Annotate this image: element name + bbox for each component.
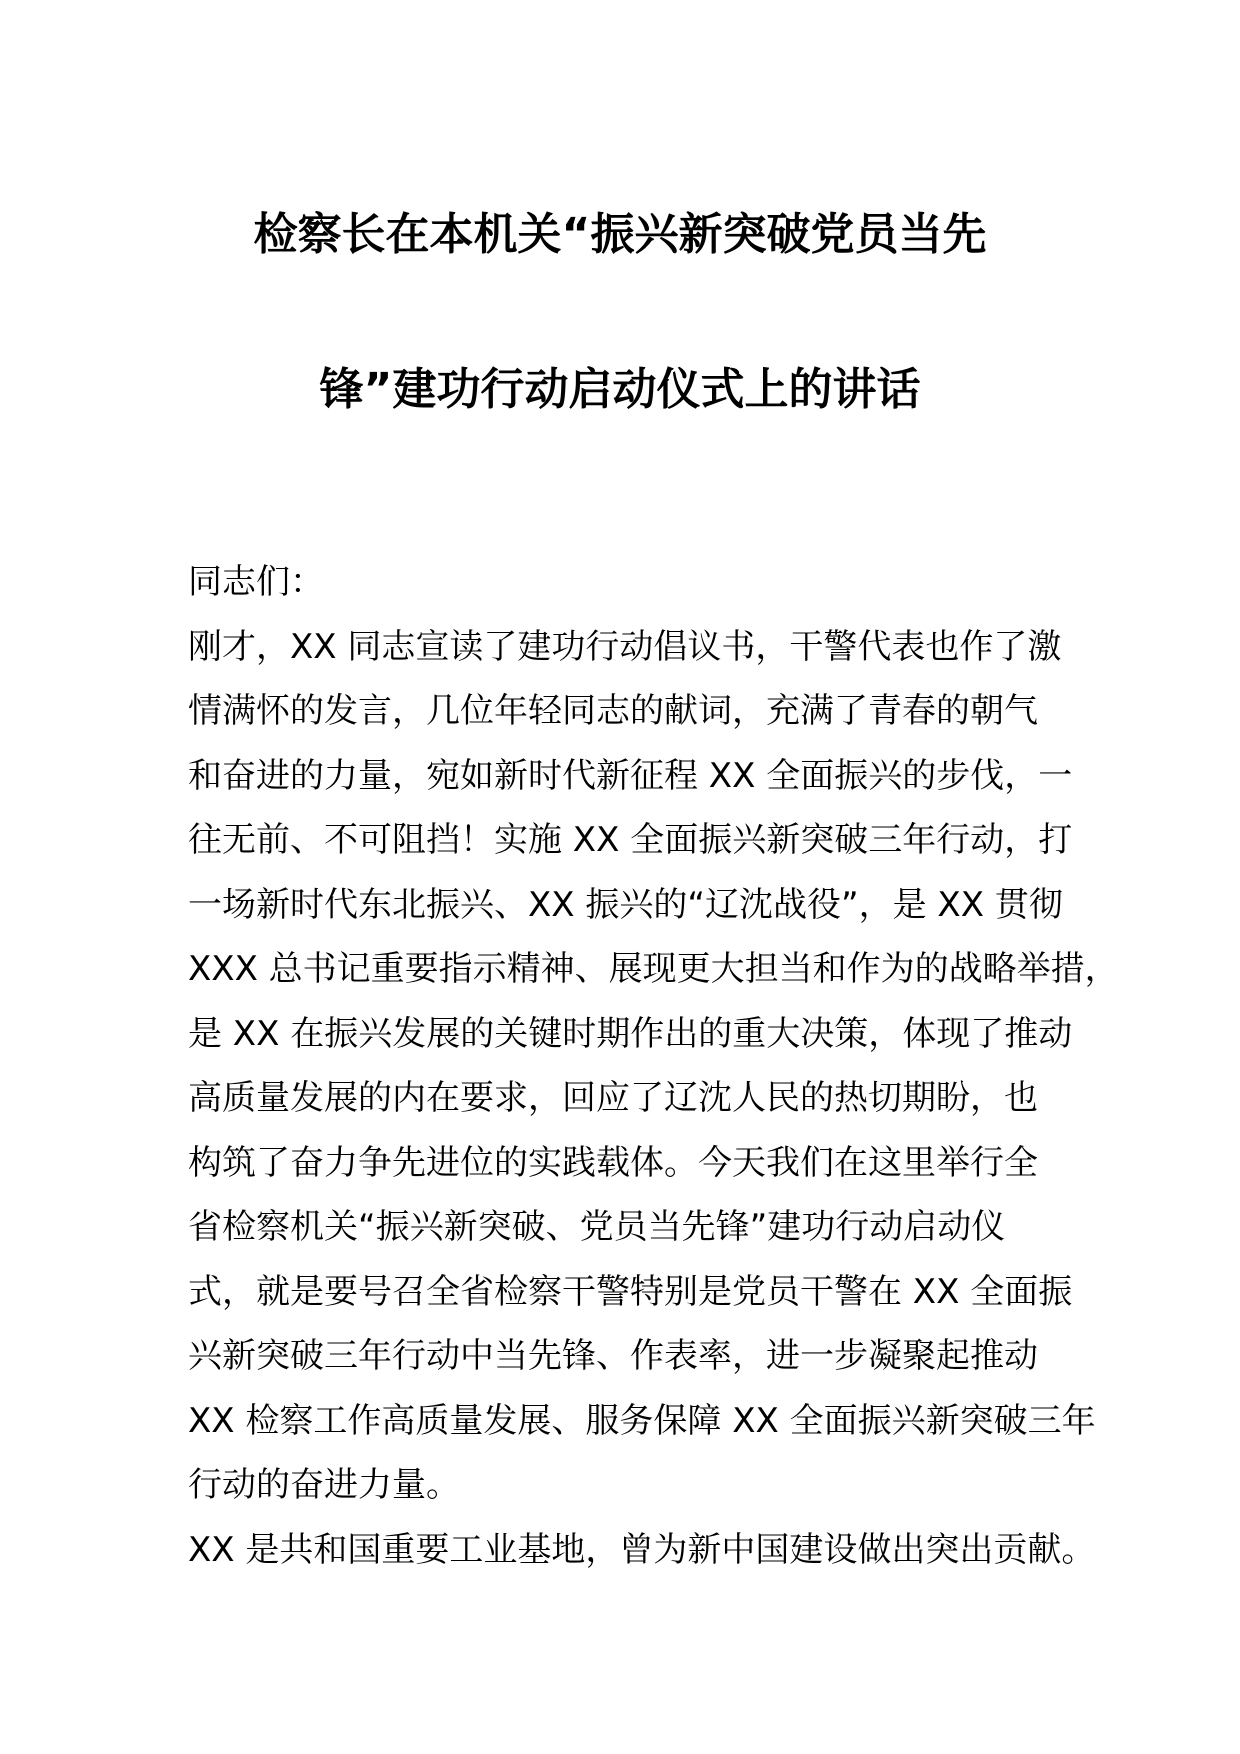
document-body	[188, 550, 1119, 1582]
body-line: XX 是共和国重要工业基地，曾为新中国建设做出突出贡献。	[188, 1529, 1096, 1570]
salutation: 同志们：	[188, 562, 324, 602]
body-line: 刚才，XX 同志宣读了建功行动倡议书，干警代表也作了激	[188, 626, 1062, 667]
body-line: 和奋进的力量，宛如新时代新征程 XX 全面振兴的步伐，一	[188, 755, 1073, 796]
body-line: XX 检察工作高质量发展、服务保障 XX 全面振兴新突破三年	[188, 1400, 1096, 1441]
body-line: 式，就是要号召全省检察干警特别是党员干警在 XX 全面振	[188, 1271, 1073, 1312]
document-title-line-2: 锋”建功行动启动仪式上的讲话	[319, 364, 921, 415]
body-line: 情满怀的发言，几位年轻同志的献词，充满了青春的朝气	[188, 691, 1038, 731]
body-line: 高质量发展的内在要求，回应了辽沈人民的热切期盼，也	[188, 1078, 1038, 1118]
body-line: XXX 总书记重要指示精神、展现更大担当和作为的战略举措，	[188, 949, 1119, 989]
body-line: 省检察机关“振兴新突破、党员当先锋”建功行动启动仪	[188, 1207, 1006, 1247]
body-line: 是 XX 在振兴发展的关键时期作出的重大决策，体现了推动	[188, 1013, 1073, 1054]
body-line: 一场新时代东北振兴、XX 振兴的“辽沈战役”，是 XX 贯彻	[188, 884, 1063, 925]
body-line: 行动的奋进力量。	[188, 1465, 460, 1505]
body-line: 往无前、不可阻挡！实施 XX 全面振兴新突破三年行动，打	[188, 820, 1073, 860]
body-line: 兴新突破三年行动中当先锋、作表率，进一步凝聚起推动	[188, 1336, 1038, 1376]
document-title-line-1: 检察长在本机关“振兴新突破党员当先	[253, 209, 987, 260]
body-line: 构筑了奋力争先进位的实践载体。今天我们在这里举行全	[188, 1142, 1038, 1183]
